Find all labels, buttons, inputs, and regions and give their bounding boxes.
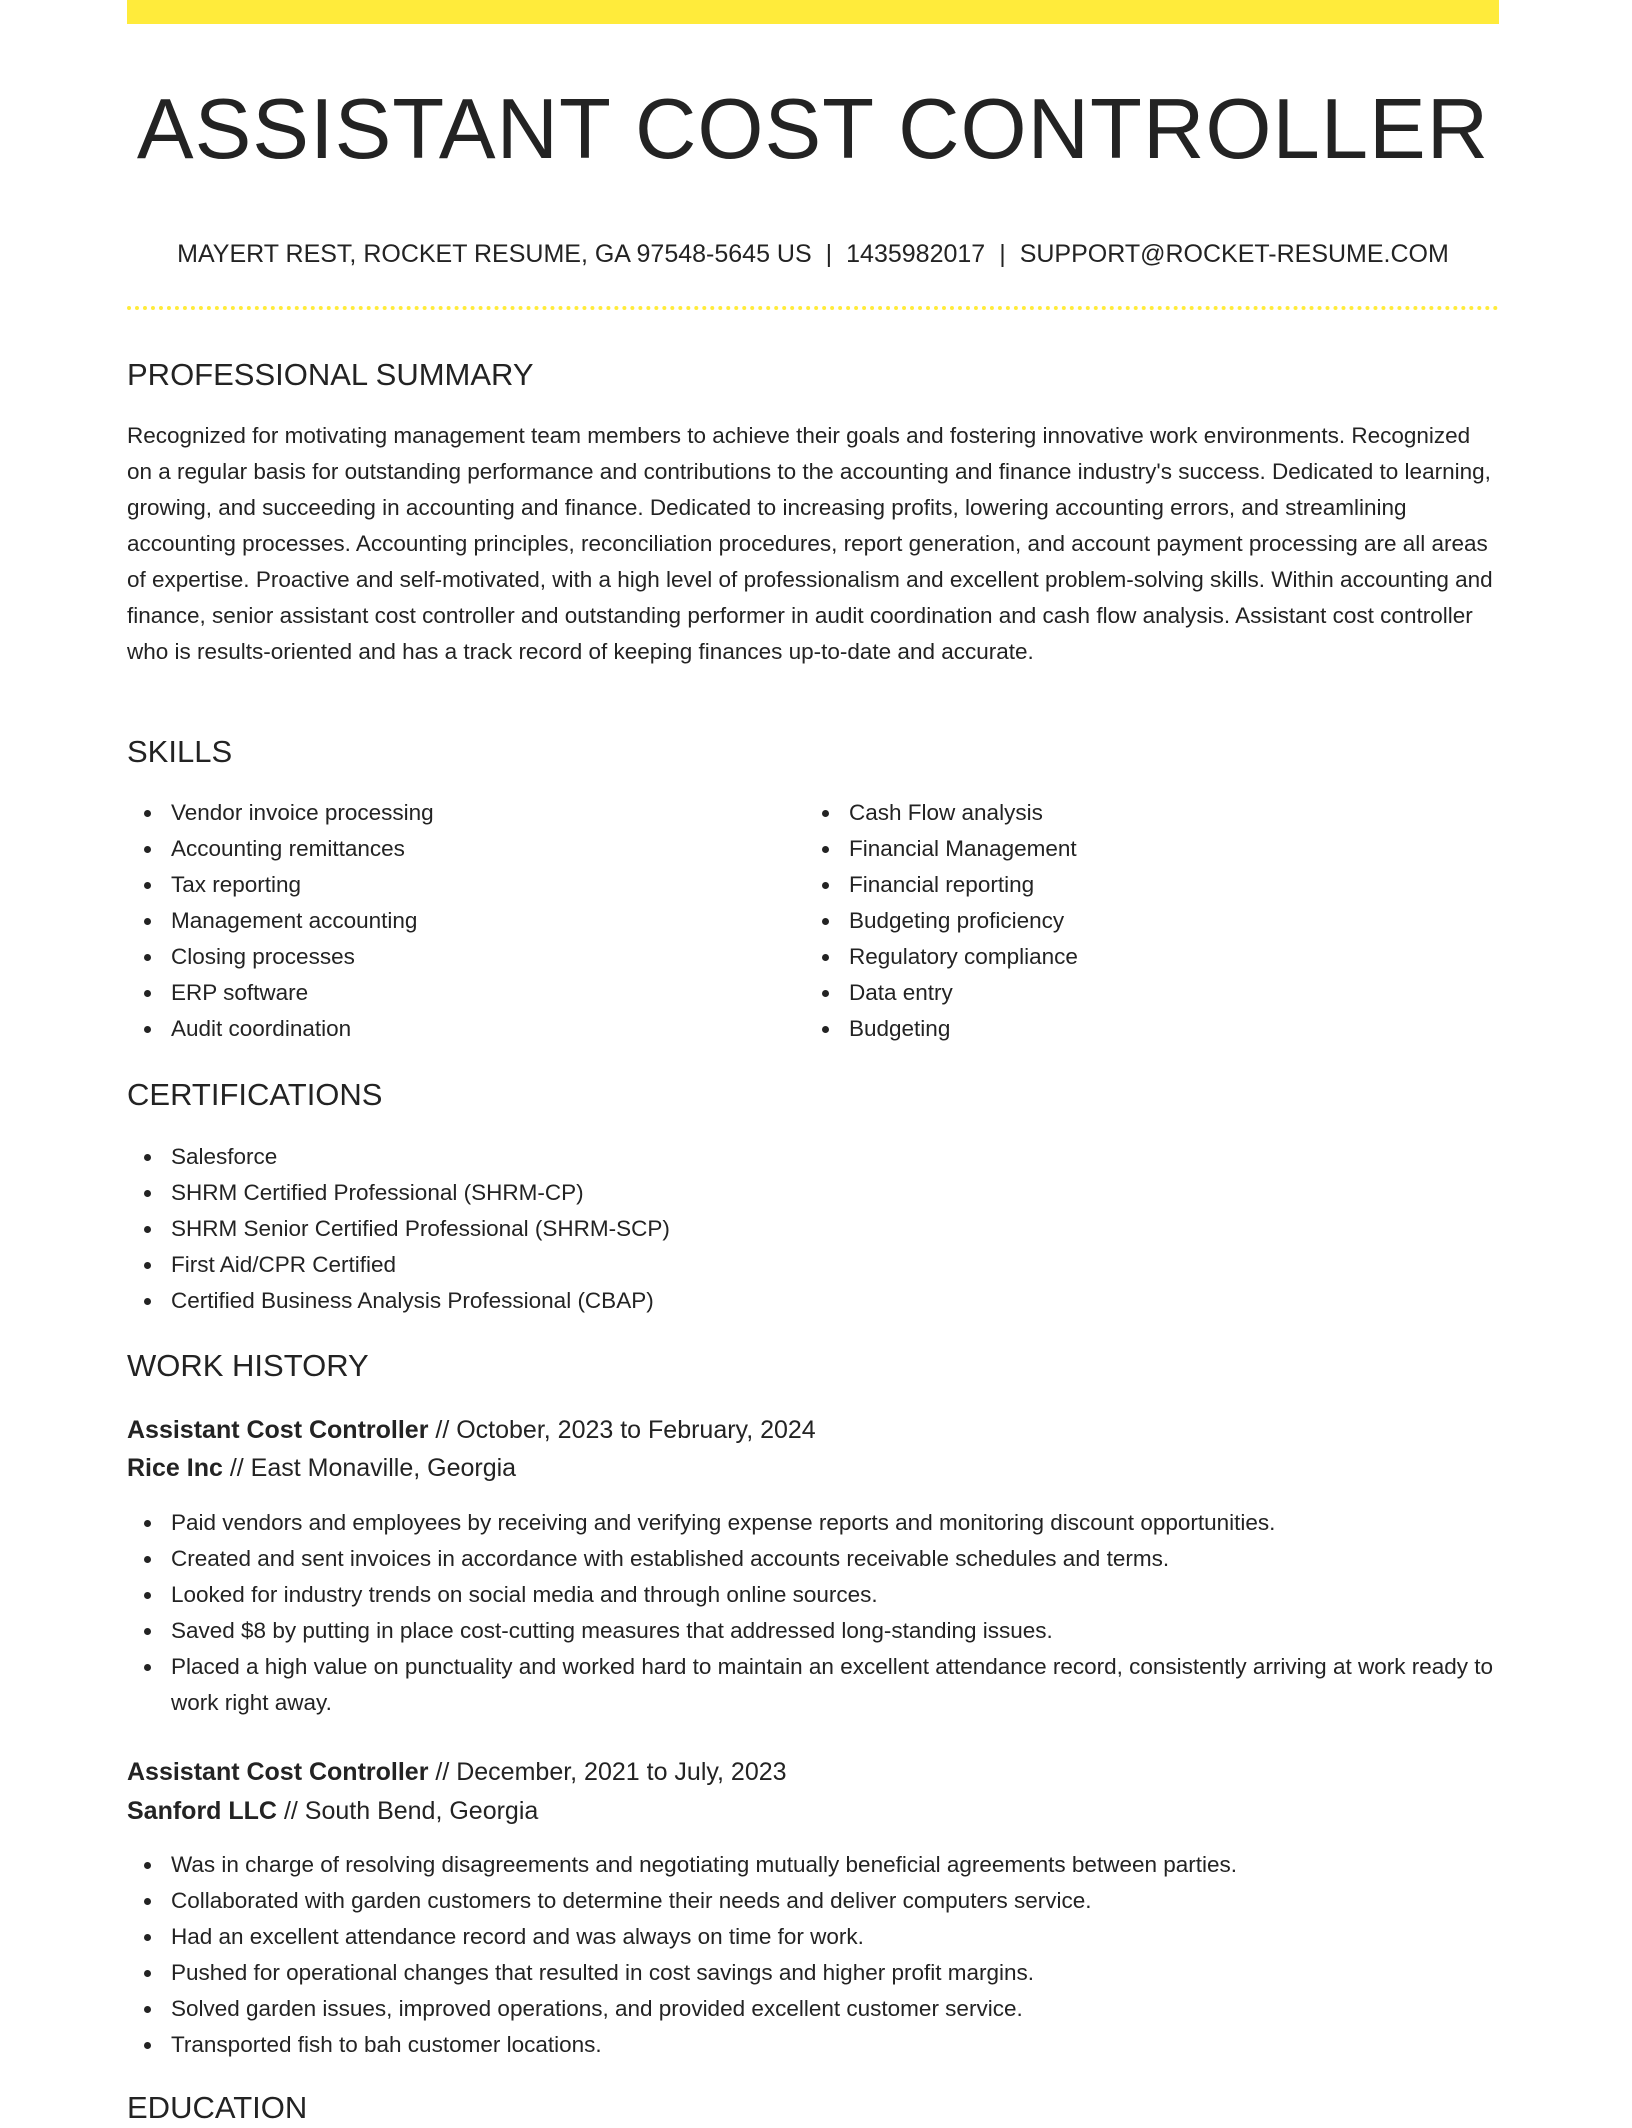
skills-list-right xyxy=(805,795,1465,1047)
certification-item: First Aid/CPR Certified xyxy=(127,1247,1499,1283)
summary-text: Recognized for motivating management team members to achieve their goals and fostering innovative work environments. Recognized on a regular basis for outstanding performance and contributions to the accounting and finance industry's success. Dedicated to learning, growing, and succeeding in accounting and finance. Dedicated to increasing profits, lowering accounting errors, and streamlining accounting processes. Accounting principles, reconciliation procedures, report generation, and account payment processing are all areas of expertise. Proactive and self-motivated, with a high level of professionalism and excellent problem-solving skills. Within accounting and finance, senior assistant cost controller and outstanding performer in audit coordination and cash flow analysis. Assistant cost controller who is results-oriented and has a track record of keeping finances up-to-date and accurate. xyxy=(127,423,1493,664)
contact-email: SUPPORT@ROCKET-RESUME.COM xyxy=(1019,240,1449,268)
job-title-line xyxy=(127,1753,787,1791)
job-dates: // December, 2021 to July, 2023 xyxy=(435,1758,787,1786)
skill-item: Budgeting xyxy=(805,1011,1465,1047)
job-bullet: Was in charge of resolving disagreements and negotiating mutually beneficial agreements between parties. xyxy=(127,1847,1499,1883)
job-dates: // October, 2023 to February, 2024 xyxy=(435,1416,816,1444)
summary-heading: PROFESSIONAL SUMMARY xyxy=(127,357,534,392)
job-bullet: Had an excellent attendance record and was always on time for work. xyxy=(127,1919,1499,1955)
job-bullet: Paid vendors and employees by receiving and verifying expense reports and monitoring discount opportunities. xyxy=(127,1505,1499,1541)
skills-heading: SKILLS xyxy=(127,734,233,769)
contact-line xyxy=(127,234,1499,274)
contact-separator: | xyxy=(999,240,1006,268)
top-accent-bar xyxy=(127,0,1499,24)
contact-separator: | xyxy=(825,240,833,268)
work-history-heading: WORK HISTORY xyxy=(127,1348,369,1383)
certifications-list xyxy=(127,1139,1499,1319)
skill-item: Financial Management xyxy=(805,831,1465,867)
job-bullet-list xyxy=(127,1505,1499,1721)
certification-item: SHRM Certified Professional (SHRM-CP) xyxy=(127,1175,1499,1211)
skill-item: Regulatory compliance xyxy=(805,939,1465,975)
job-bullet: Solved garden issues, improved operations, and provided excellent customer service. xyxy=(127,1991,1499,2027)
certification-item: SHRM Senior Certified Professional (SHRM-SCP) xyxy=(127,1211,1499,1247)
job-title: Assistant Cost Controller xyxy=(127,1758,429,1786)
skill-item: Cash Flow analysis xyxy=(805,795,1465,831)
job-company: Rice Inc xyxy=(127,1454,223,1482)
resume-title: ASSISTANT COST CONTROLLER xyxy=(136,82,1490,177)
education-heading: EDUCATION xyxy=(127,2090,308,2125)
skill-item: Vendor invoice processing xyxy=(127,795,787,831)
skill-item: ERP software xyxy=(127,975,787,1011)
certification-item: Salesforce xyxy=(127,1139,1499,1175)
header-divider xyxy=(127,306,1499,310)
skill-item: Tax reporting xyxy=(127,867,787,903)
job-bullet: Created and sent invoices in accordance with established accounts receivable schedules and terms. xyxy=(127,1541,1499,1577)
job-bullet: Looked for industry trends on social media and through online sources. xyxy=(127,1577,1499,1613)
skill-item: Financial reporting xyxy=(805,867,1465,903)
contact-phone: 1435982017 xyxy=(846,240,986,268)
skill-item: Management accounting xyxy=(127,903,787,939)
certifications-heading: CERTIFICATIONS xyxy=(127,1077,383,1112)
job-bullet-list xyxy=(127,1847,1499,2063)
job-location: // East Monaville, Georgia xyxy=(229,1454,517,1482)
job-bullet: Transported fish to bah customer locations. xyxy=(127,2027,1499,2063)
job-bullet: Placed a high value on punctuality and worked hard to maintain an excellent attendance record, consistently arriving at work ready to work right away. xyxy=(127,1649,1499,1721)
job-bullet: Saved $8 by putting in place cost-cutting measures that addressed long-standing issues. xyxy=(127,1613,1499,1649)
skills-list-left xyxy=(127,795,787,1047)
contact-address: MAYERT REST, ROCKET RESUME, GA 97548-5645 US xyxy=(177,240,812,268)
skill-item: Audit coordination xyxy=(127,1011,787,1047)
job-company: Sanford LLC xyxy=(127,1797,277,1825)
skill-item: Accounting remittances xyxy=(127,831,787,867)
skill-item: Closing processes xyxy=(127,939,787,975)
job-company-line xyxy=(127,1792,538,1830)
job-bullet: Pushed for operational changes that resulted in cost savings and higher profit margins. xyxy=(127,1955,1499,1991)
certification-item: Certified Business Analysis Professional (CBAP) xyxy=(127,1283,1499,1319)
job-location: // South Bend, Georgia xyxy=(283,1797,539,1825)
job-title: Assistant Cost Controller xyxy=(127,1416,429,1444)
skill-item: Data entry xyxy=(805,975,1465,1011)
job-title-line xyxy=(127,1411,816,1449)
job-bullet: Collaborated with garden customers to determine their needs and deliver computers service. xyxy=(127,1883,1499,1919)
job-company-line xyxy=(127,1449,516,1487)
skill-item: Budgeting proficiency xyxy=(805,903,1465,939)
